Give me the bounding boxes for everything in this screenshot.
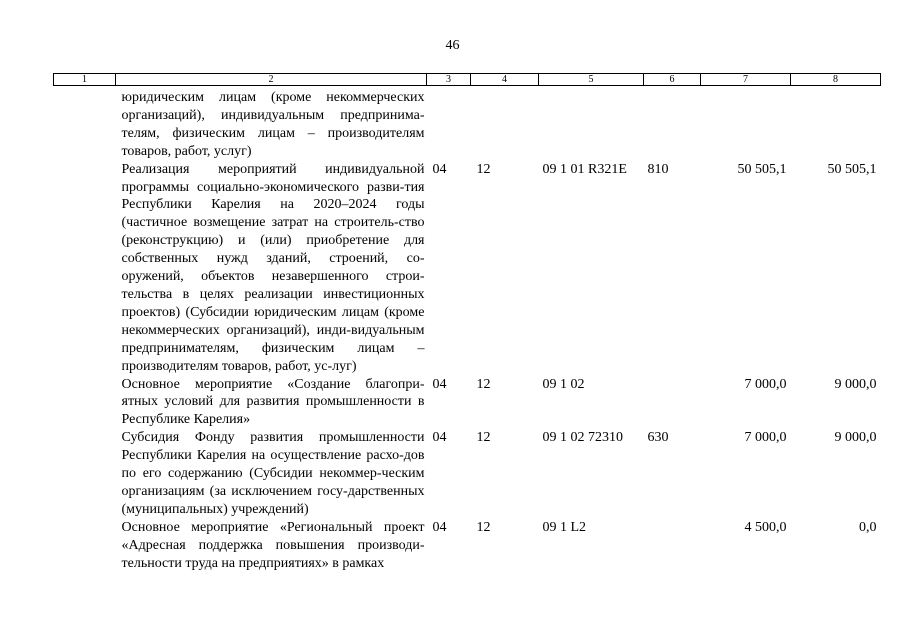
row-sum-year-1: 7 000,0 (744, 430, 787, 446)
row-expense-type (644, 376, 701, 430)
column-number-2: 2 (116, 74, 427, 86)
row-target-article: 09 1 02 72310 (542, 430, 623, 446)
table-row (54, 86, 881, 161)
row-description: Субсидия Фонду развития промышленности Республики Карелия на осуществление расхо-дов по его содержанию (Субсидии некоммер-ческим организациям (за исключением госу-дарственных (муниципальных) учреждений) (121, 430, 425, 517)
row-target-article: 09 1 02 (542, 376, 585, 392)
row-blank-cell (54, 429, 116, 519)
row-blank-cell (54, 376, 116, 430)
row-blank-cell (54, 519, 116, 573)
row-sum-year-2: 50 505,1 (827, 161, 877, 177)
column-number-7: 7 (701, 74, 791, 86)
column-number-6: 6 (644, 74, 701, 86)
row-sum-year-2: 0,0 (859, 519, 877, 535)
row-subsection: 12 (476, 519, 491, 535)
row-expense-type (644, 519, 701, 573)
row-expense-type: 810 (647, 161, 669, 177)
row-blank-cell (54, 161, 116, 376)
row-target-article: 09 1 01 R321E (542, 161, 627, 177)
column-number-5: 5 (539, 74, 644, 86)
row-section: 04 (432, 430, 447, 446)
row-section: 04 (432, 519, 447, 535)
row-section: 04 (432, 161, 447, 177)
row-expense-type: 630 (647, 430, 669, 446)
row-subsection: 12 (476, 376, 491, 392)
row-subsection: 12 (476, 430, 491, 446)
page-number: 46 (445, 38, 460, 53)
row-section (427, 86, 471, 161)
table-row (54, 429, 881, 519)
row-description: Основное мероприятие «Создание благопри-ятных условий для развития промышленности в Республике Карелия» (121, 376, 425, 428)
row-sum-year-1: 4 500,0 (744, 519, 787, 535)
column-number-1: 1 (54, 74, 116, 86)
table-row (54, 519, 881, 573)
row-expense-type (644, 86, 701, 161)
column-number-8: 8 (791, 74, 881, 86)
row-target-article (539, 86, 644, 161)
row-sum-year-2 (791, 86, 881, 161)
budget-table (53, 73, 881, 572)
table-row (54, 161, 881, 376)
column-number-3: 3 (427, 74, 471, 86)
row-blank-cell (54, 86, 116, 161)
row-description: Основное мероприятие «Региональный проект «Адресная поддержка повышения производи-тельности труда на предприятиях» в рамках (121, 519, 425, 571)
table-row (54, 376, 881, 430)
row-sum-year-1 (701, 86, 791, 161)
row-section: 04 (432, 376, 447, 392)
column-number-header-row (54, 74, 881, 86)
row-subsection (471, 86, 539, 161)
row-sum-year-2: 9 000,0 (834, 430, 877, 446)
row-sum-year-1: 7 000,0 (744, 376, 787, 392)
row-target-article: 09 1 L2 (542, 519, 587, 535)
row-description: Реализация мероприятий индивидуальной программы социально-экономического разви-тия Республики Карелия на 2020–2024 годы (частичное возмещение затрат на строитель-ство (реконструкцию) и (или) приобретение для собственных нужд зданий, строений, со-оружений, объектов незавершенного строи-тельства в целях реализации инвестиционных проектов) (Субсидии юридическим лицам (кроме некоммерческих организаций), инди-видуальным предпринимателям, физическим лицам – производителям товаров, работ, ус-луг) (121, 161, 425, 374)
row-subsection: 12 (476, 161, 491, 177)
row-sum-year-2: 9 000,0 (834, 376, 877, 392)
row-description: юридическим лицам (кроме некоммерческих организаций), индивидуальным предпринима-телям, физическим лицам – производителям товаров, работ, услуг) (121, 90, 425, 159)
column-number-4: 4 (471, 74, 539, 86)
row-sum-year-1: 50 505,1 (737, 161, 787, 177)
